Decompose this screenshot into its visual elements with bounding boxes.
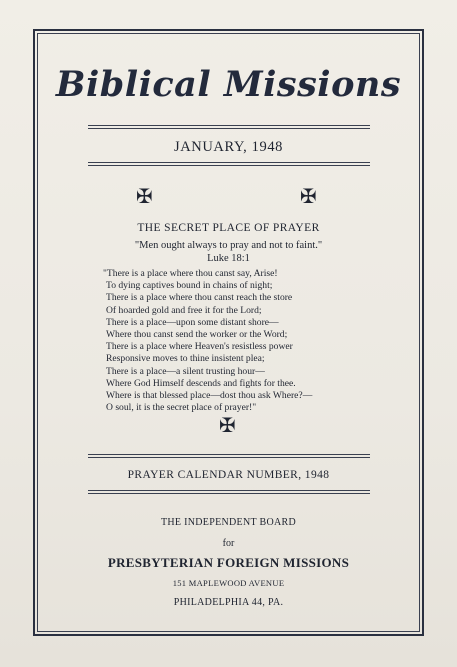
poem-title: THE SECRET PLACE OF PRAYER xyxy=(137,222,320,234)
poem-line: Where thou canst send the worker or the Word; xyxy=(106,328,288,340)
poem-line: There is a place where Heaven's resistless power xyxy=(106,341,293,353)
cross-icon: ✠ xyxy=(136,184,153,208)
poem-line: Where God Himself descends and fights for thee. xyxy=(106,377,296,389)
address-city: PHILADELPHIA 44, PA. xyxy=(173,597,284,608)
poem-line: To dying captives bound in chains of night; xyxy=(106,280,273,292)
poem-line: There is a place—a silent trusting hour— xyxy=(106,365,265,377)
rule-divider xyxy=(88,490,370,494)
poem-line: Where is that blessed place—dost thou ask Where?— xyxy=(106,389,313,401)
poem-body xyxy=(103,268,383,414)
epigraph: "Men ought always to pray and not to faint." xyxy=(134,240,323,251)
cross-icon: ✠ xyxy=(219,413,236,437)
poem-line: "There is a place where thou canst say, Arise! xyxy=(103,268,278,279)
rule-divider xyxy=(88,125,370,129)
poem-line: O soul, it is the secret place of prayer!" xyxy=(106,402,257,414)
epigraph-reference: Luke 18:1 xyxy=(207,253,250,264)
calendar-label: PRAYER CALENDAR NUMBER, 1948 xyxy=(127,469,330,481)
publisher-name: THE INDEPENDENT BOARD xyxy=(161,517,296,528)
rule-divider xyxy=(88,162,370,166)
masthead-title: Biblical Missions xyxy=(55,64,402,105)
poem-line: There is a place where thou canst reach the store xyxy=(106,292,293,304)
publisher-org: PRESBYTERIAN FOREIGN MISSIONS xyxy=(107,555,350,570)
poem-line: There is a place—upon some distant shore— xyxy=(106,316,279,328)
issue-date: JANUARY, 1948 xyxy=(173,139,284,155)
address-street: 151 MAPLEWOOD AVENUE xyxy=(172,578,285,588)
rule-divider xyxy=(88,454,370,458)
cross-icon: ✠ xyxy=(300,184,317,208)
publisher-for: for xyxy=(222,538,235,549)
poem-line: Of hoarded gold and free it for the Lord; xyxy=(106,304,262,316)
poem-line: Responsive moves to thine insistent plea; xyxy=(106,353,265,365)
